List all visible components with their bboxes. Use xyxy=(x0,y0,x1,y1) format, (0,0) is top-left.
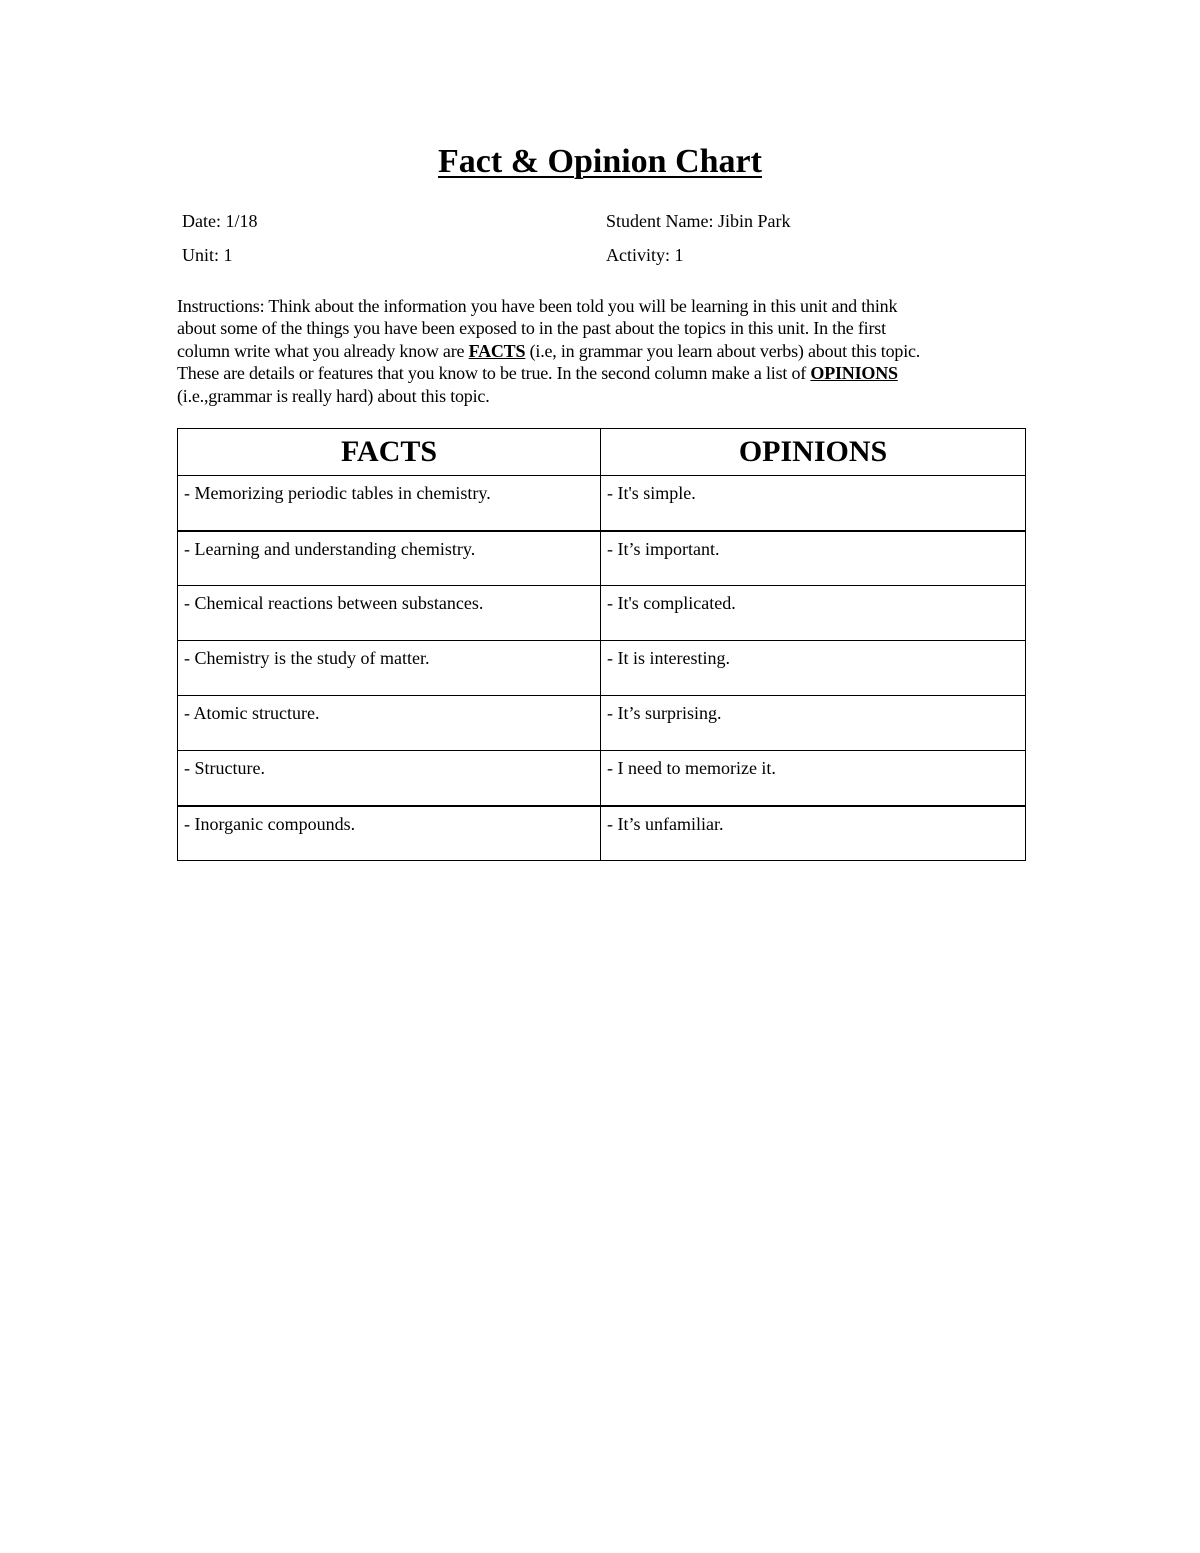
fact-cell: - Chemistry is the study of matter. xyxy=(178,641,601,696)
page-title: Fact & Opinion Chart xyxy=(438,143,762,180)
fact-cell: - Atomic structure. xyxy=(178,696,601,751)
fact-cell: - Chemical reactions between substances. xyxy=(178,586,601,641)
opinion-cell: - It’s surprising. xyxy=(601,696,1026,751)
date-field: Date: 1/18 xyxy=(182,211,258,231)
instructions-line xyxy=(177,340,1037,362)
opinion-cell: - It is interesting. xyxy=(601,641,1026,696)
instructions-line xyxy=(177,362,1037,384)
opinion-cell: - It's simple. xyxy=(601,476,1026,531)
fact-opinion-table xyxy=(177,428,1026,861)
activity-field: Activity: 1 xyxy=(606,245,684,265)
table-row xyxy=(178,751,1026,806)
table-row xyxy=(178,641,1026,696)
instructions-paragraph xyxy=(177,295,1037,407)
instructions-text: column write what you already know are xyxy=(177,340,469,361)
opinion-cell: - It's complicated. xyxy=(601,586,1026,641)
table-row xyxy=(178,476,1026,531)
opinion-cell: - I need to memorize it. xyxy=(601,751,1026,806)
opinions-column-header: OPINIONS xyxy=(601,429,1026,476)
instructions-line: about some of the things you have been exposed to in the past about the topics in this unit. In the first xyxy=(177,318,886,339)
fact-cell: - Structure. xyxy=(178,751,601,806)
table-row xyxy=(178,586,1026,641)
table-row xyxy=(178,531,1026,586)
table-row xyxy=(178,696,1026,751)
table-row xyxy=(178,806,1026,861)
fact-cell: - Memorizing periodic tables in chemistry. xyxy=(178,476,601,531)
instructions-text: (i.e, in grammar you learn about verbs) about this topic. xyxy=(525,340,921,361)
instructions-line: (i.e.,grammar is really hard) about this topic. xyxy=(177,385,490,406)
instructions-line: Instructions: Think about the information you have been told you will be learning in this unit and think xyxy=(177,296,898,316)
fact-cell: - Learning and understanding chemistry. xyxy=(178,531,601,586)
opinion-cell: - It’s unfamiliar. xyxy=(601,806,1026,861)
opinions-keyword: OPINIONS xyxy=(810,363,898,384)
unit-field: Unit: 1 xyxy=(182,245,233,265)
table-header-row xyxy=(178,429,1026,476)
fact-cell: - Inorganic compounds. xyxy=(178,806,601,861)
opinion-cell: - It’s important. xyxy=(601,531,1026,586)
instructions-text: These are details or features that you know to be true. In the second column make a list of xyxy=(177,363,811,384)
facts-keyword: FACTS xyxy=(468,340,526,361)
student-name-field: Student Name: Jibin Park xyxy=(606,211,791,231)
facts-column-header: FACTS xyxy=(178,429,601,476)
